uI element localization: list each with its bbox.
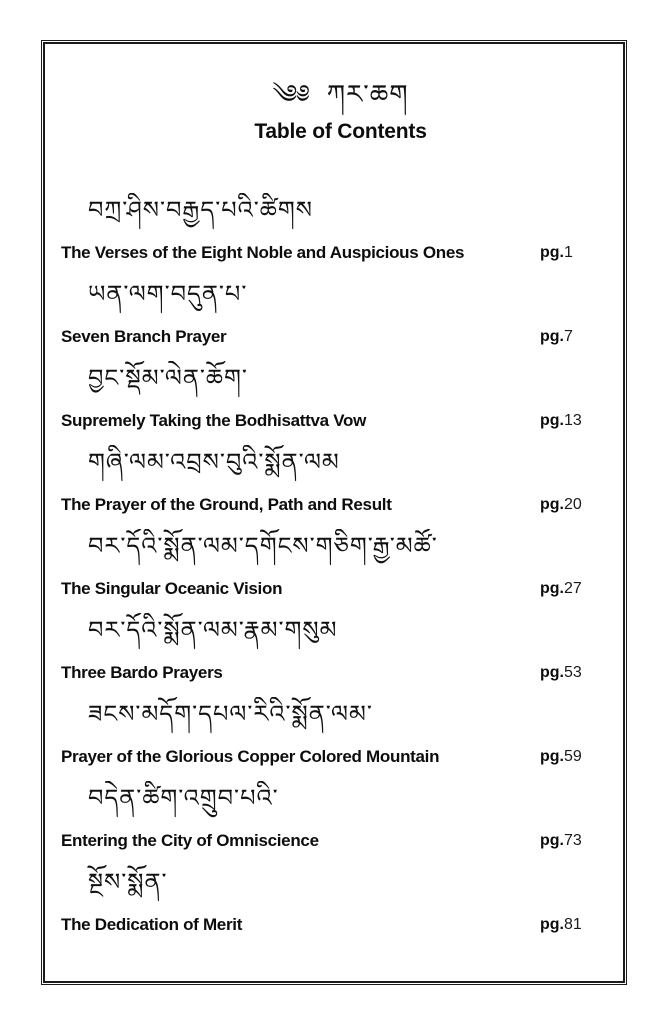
entry-page-number: pg.13 <box>540 412 582 429</box>
entry-tibetan-title: བྱང་སྡོམ་ལེན་ཆོག་ <box>88 363 248 392</box>
page-title: Table of Contents <box>254 120 427 143</box>
page-border <box>41 40 627 985</box>
entry-page-number: pg.59 <box>540 748 582 765</box>
entry-page-number: pg.81 <box>540 916 582 933</box>
entry-tibetan-title: སྔོས་སྨོན་ <box>88 867 168 896</box>
tibetan-header-line <box>61 75 620 115</box>
entry-english-title: Seven Branch Prayer <box>61 327 227 346</box>
entry-english-title: The Dedication of Merit <box>61 915 243 934</box>
document-header <box>61 75 620 147</box>
toc-entry <box>61 445 620 529</box>
entry-tibetan-title: ཟངས་མདོག་དཔལ་རིའི་སྨོན་ལམ་ <box>88 699 373 728</box>
entry-english-title: The Singular Oceanic Vision <box>61 579 283 598</box>
entry-tibetan-title: གཞི་ལམ་འབྲས་བུའི་སྨོན་ལམ <box>88 447 340 476</box>
entry-english-title: Entering the City of Omniscience <box>61 831 319 850</box>
toc-entry <box>61 529 620 613</box>
entry-page-number: pg.73 <box>540 832 582 849</box>
toc-page <box>48 47 620 978</box>
toc-entry <box>61 865 620 949</box>
entry-page-number: pg.53 <box>540 664 582 681</box>
page-border-inner-rule <box>43 42 625 983</box>
toc-entry <box>61 193 620 277</box>
entry-english-title: Three Bardo Prayers <box>61 663 223 682</box>
entry-tibetan-title: བདེན་ཚིག་འགྲུབ་པའི་ <box>88 783 279 812</box>
entry-english-title: Prayer of the Glorious Copper Colored Mountain <box>61 747 440 766</box>
entry-page-number: pg.27 <box>540 580 582 597</box>
entry-english-title: Supremely Taking the Bodhisattva Vow <box>61 411 367 430</box>
toc-entry <box>61 613 620 697</box>
entry-page-number: pg.1 <box>540 244 573 261</box>
entry-tibetan-title: བར་དོའི་སྨོན་ལམ་དགོངས་གཅིག་རྒྱ་མཚོ་ <box>88 531 438 560</box>
toc-entry-list <box>61 193 620 949</box>
entry-page-number: pg.7 <box>540 328 573 345</box>
entry-page-number: pg.20 <box>540 496 582 513</box>
yig-mgo-ornament: ༄༅ <box>272 80 311 110</box>
toc-entry <box>61 697 620 781</box>
toc-entry <box>61 781 620 865</box>
toc-entry <box>61 277 620 361</box>
toc-entry <box>61 361 620 445</box>
entry-english-title: The Prayer of the Ground, Path and Result <box>61 495 392 514</box>
entry-tibetan-title: བར་དོའི་སྨོན་ལམ་རྣམ་གསུམ <box>88 615 338 644</box>
entry-tibetan-title: བཀྲ་ཤིས་བརྒྱད་པའི་ཚིགས <box>88 195 313 224</box>
entry-english-title: The Verses of the Eight Noble and Auspicious Ones <box>61 243 465 262</box>
entry-tibetan-title: ཡན་ལག་བདུན་པ་ <box>88 279 248 308</box>
tibetan-header-title: ཀར་ཆག <box>326 80 409 110</box>
